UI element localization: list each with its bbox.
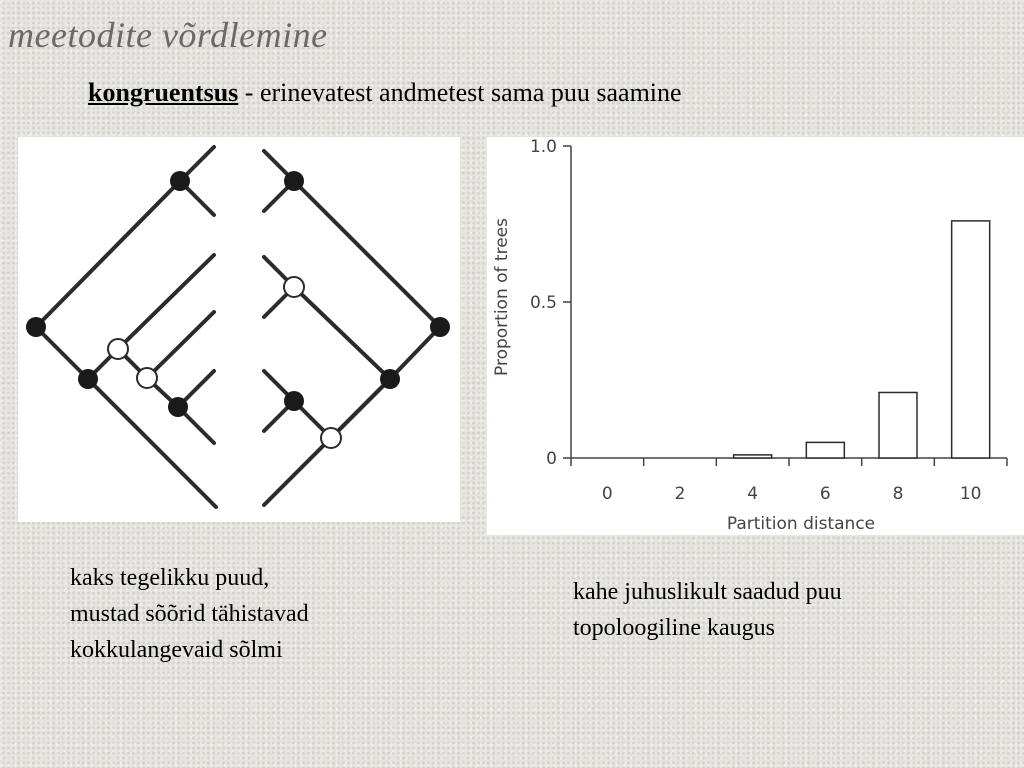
shared-node bbox=[168, 397, 188, 417]
tree-diagram bbox=[18, 137, 460, 522]
left-tree-branch bbox=[36, 181, 180, 327]
caption-right-line: topoloogiline kaugus bbox=[573, 615, 775, 641]
unshared-node bbox=[108, 339, 128, 359]
shared-node bbox=[430, 317, 450, 337]
caption-left-line: kokkulangevaid sõlmi bbox=[70, 637, 283, 663]
slide-title: meetodite võrdlemine bbox=[8, 15, 328, 55]
x-axis-label: Partition distance bbox=[726, 514, 876, 534]
subtitle-term: kongruentsus bbox=[88, 78, 239, 107]
caption-left bbox=[70, 560, 450, 668]
right-tree-branch bbox=[331, 379, 390, 438]
caption-left-line: kaks tegelikku puud, bbox=[70, 565, 270, 591]
left-tree-branch bbox=[147, 312, 214, 378]
bar bbox=[952, 221, 990, 458]
x-tick-label: 10 bbox=[959, 484, 982, 504]
right-tree-branch bbox=[294, 287, 390, 379]
bar bbox=[879, 392, 917, 458]
tree-nodes bbox=[26, 171, 450, 448]
left-tree-branch bbox=[118, 255, 214, 349]
tree-branches bbox=[36, 147, 440, 507]
y-tick-label: 1.0 bbox=[529, 137, 557, 157]
right-tree-branch bbox=[294, 181, 440, 327]
right-tree-branch bbox=[390, 327, 440, 379]
x-tick-label: 8 bbox=[892, 484, 904, 504]
caption-right-line: kahe juhuslikult saadud puu bbox=[573, 579, 842, 605]
bar-chart bbox=[487, 137, 1024, 535]
subtitle bbox=[88, 78, 682, 108]
y-tick-label: 0.5 bbox=[529, 293, 557, 313]
left-tree-branch bbox=[88, 379, 216, 507]
unshared-node bbox=[284, 277, 304, 297]
x-tick-label: 4 bbox=[747, 484, 759, 504]
shared-node bbox=[380, 369, 400, 389]
y-tick-label: 0 bbox=[546, 449, 557, 469]
y-axis-label: Proportion of trees bbox=[492, 218, 512, 376]
chart-panel bbox=[487, 137, 1024, 535]
left-tree-branch bbox=[36, 327, 88, 379]
bar bbox=[806, 442, 844, 458]
caption-left-line: mustad sõõrid tähistavad bbox=[70, 601, 309, 627]
caption-right bbox=[573, 574, 993, 646]
subtitle-text: - erinevatest andmetest sama puu saamine bbox=[238, 78, 682, 107]
tree-diagram-panel bbox=[18, 137, 460, 522]
shared-node bbox=[284, 171, 304, 191]
unshared-node bbox=[321, 428, 341, 448]
unshared-node bbox=[137, 368, 157, 388]
x-tick-label: 0 bbox=[601, 484, 613, 504]
shared-node bbox=[26, 317, 46, 337]
bar bbox=[734, 455, 772, 458]
x-tick-label: 6 bbox=[819, 484, 831, 504]
x-tick-label: 2 bbox=[674, 484, 686, 504]
shared-node bbox=[284, 391, 304, 411]
shared-node bbox=[170, 171, 190, 191]
shared-node bbox=[78, 369, 98, 389]
